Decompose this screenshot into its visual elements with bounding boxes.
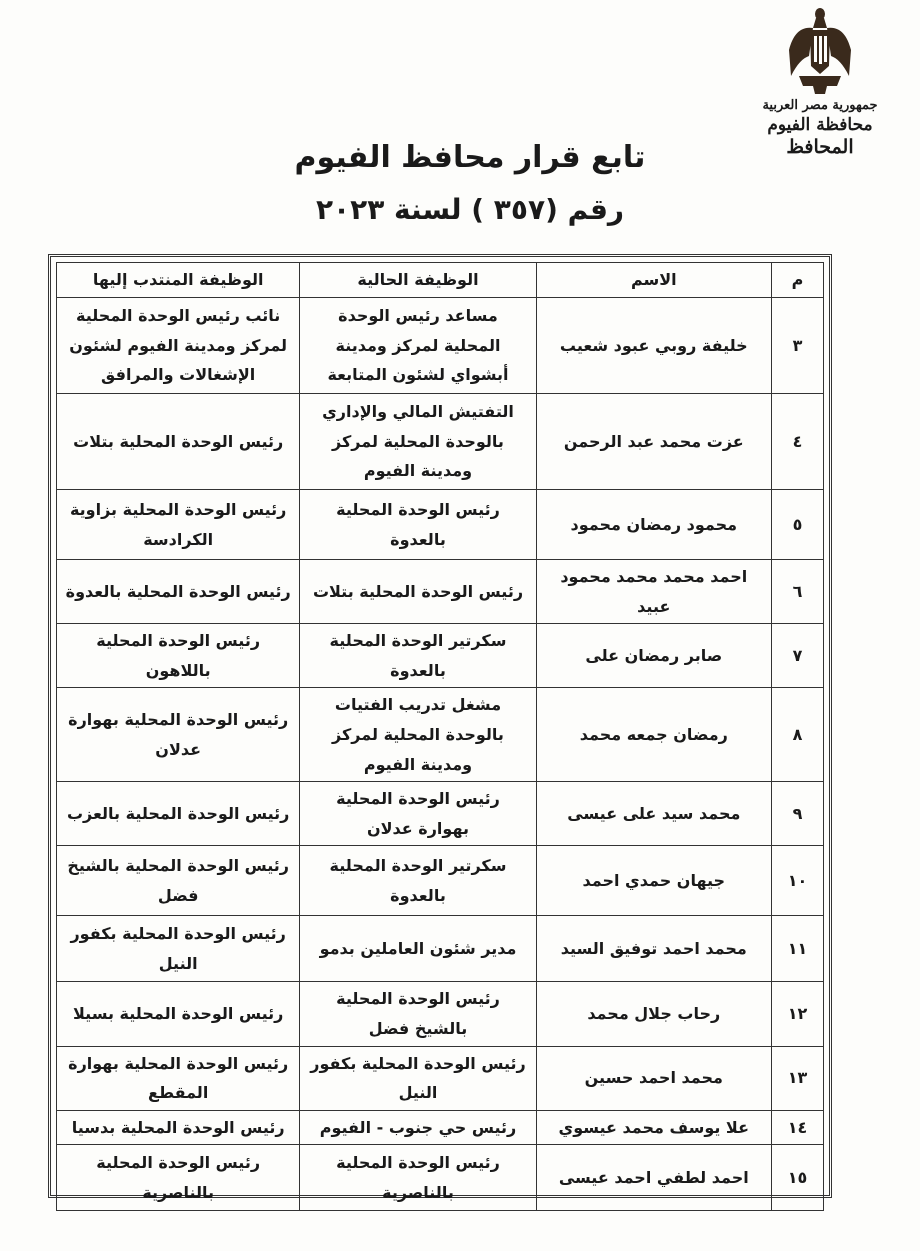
row-name: محمود رمضان محمود xyxy=(536,490,771,560)
table-row xyxy=(57,846,824,916)
row-number: ١١ xyxy=(771,916,823,982)
row-name: احمد لطفي احمد عيسى xyxy=(536,1145,771,1211)
row-number: ١٥ xyxy=(771,1145,823,1211)
eagle-emblem xyxy=(760,4,880,194)
row-assigned-job: رئيس الوحدة المحلية بزاوية الكرادسة xyxy=(57,490,300,560)
row-assigned-job: رئيس الوحدة المحلية بهوارة عدلان xyxy=(57,688,300,782)
row-current-job: رئيس الوحدة المحلية بتلات xyxy=(300,560,536,624)
emblem-country-text: جمهورية مصر العربية xyxy=(762,98,878,113)
row-current-job: مساعد رئيس الوحدة المحلية لمركز ومدينة أبشواي لشئون المتابعة xyxy=(300,298,536,394)
header-number: م xyxy=(771,263,823,298)
row-assigned-job: نائب رئيس الوحدة المحلية لمركز ومدينة الفيوم لشئون الإشغالات والمرافق xyxy=(57,298,300,394)
row-number: ٣ xyxy=(771,298,823,394)
row-current-job: التفتيش المالي والإداري بالوحدة المحلية لمركز ومدينة الفيوم xyxy=(300,394,536,490)
row-assigned-job: رئيس الوحدة المحلية بالشيخ فضل xyxy=(57,846,300,916)
row-current-job: سكرتير الوحدة المحلية بالعدوة xyxy=(300,624,536,688)
header-assigned-job: الوظيفة المنتدب إليها xyxy=(57,263,300,298)
table-row xyxy=(57,782,824,846)
table-row xyxy=(57,688,824,782)
header-name: الاسم xyxy=(536,263,771,298)
row-number: ١٤ xyxy=(771,1110,823,1145)
row-name: احمد محمد محمد محمود عبيد xyxy=(536,560,771,624)
table-row xyxy=(57,490,824,560)
row-name: جيهان حمدي احمد xyxy=(536,846,771,916)
assignments-table-frame xyxy=(48,254,832,1202)
row-name: محمد احمد حسين xyxy=(536,1046,771,1110)
table-header-row xyxy=(57,263,824,298)
row-number: ١٢ xyxy=(771,982,823,1046)
row-number: ٩ xyxy=(771,782,823,846)
row-current-job: سكرتير الوحدة المحلية بالعدوة xyxy=(300,846,536,916)
row-current-job: مشغل تدريب الفتيات بالوحدة المحلية لمركز ومدينة الفيوم xyxy=(300,688,536,782)
row-number: ٥ xyxy=(771,490,823,560)
row-name: علا يوسف محمد عيسوي xyxy=(536,1110,771,1145)
row-name: صابر رمضان على xyxy=(536,624,771,688)
row-name: محمد سيد على عيسى xyxy=(536,782,771,846)
row-current-job: رئيس الوحدة المحلية بالشيخ فضل xyxy=(300,982,536,1046)
table-row xyxy=(57,916,824,982)
row-current-job: رئيس الوحدة المحلية بالناصرية xyxy=(300,1145,536,1211)
row-current-job: رئيس الوحدة المحلية بكفور النيل xyxy=(300,1046,536,1110)
decree-number: رقم (٣٥٧ ) لسنة ٢٠٢٣ xyxy=(315,193,625,226)
table-row xyxy=(57,560,824,624)
emblem-governor-text: المحافظ xyxy=(786,136,854,158)
row-number: ٦ xyxy=(771,560,823,624)
assignments-table xyxy=(56,262,824,1211)
row-number: ٧ xyxy=(771,624,823,688)
table-row xyxy=(57,1145,824,1211)
row-name: رحاب جلال محمد xyxy=(536,982,771,1046)
row-assigned-job: رئيس الوحدة المحلية بسيلا xyxy=(57,982,300,1046)
emblem-governorate-text: محافظة الفيوم xyxy=(767,115,873,135)
row-current-job: رئيس حي جنوب - الفيوم xyxy=(300,1110,536,1145)
row-assigned-job: رئيس الوحدة المحلية بتلات xyxy=(57,394,300,490)
row-current-job: رئيس الوحدة المحلية بهوارة عدلان xyxy=(300,782,536,846)
row-current-job: مدير شئون العاملين بدمو xyxy=(300,916,536,982)
row-number: ٤ xyxy=(771,394,823,490)
row-number: ١٣ xyxy=(771,1046,823,1110)
row-assigned-job: رئيس الوحدة المحلية بالعزب xyxy=(57,782,300,846)
row-assigned-job: رئيس الوحدة المحلية بالناصرية xyxy=(57,1145,300,1211)
row-name: رمضان جمعه محمد xyxy=(536,688,771,782)
row-current-job: رئيس الوحدة المحلية بالعدوة xyxy=(300,490,536,560)
row-assigned-job: رئيس الوحدة المحلية باللاهون xyxy=(57,624,300,688)
row-assigned-job: رئيس الوحدة المحلية بالعدوة xyxy=(57,560,300,624)
table-row xyxy=(57,624,824,688)
row-number: ٨ xyxy=(771,688,823,782)
header-current-job: الوظيفة الحالية xyxy=(300,263,536,298)
row-assigned-job: رئيس الوحدة المحلية بكفور النيل xyxy=(57,916,300,982)
table-row xyxy=(57,298,824,394)
page-title: تابع قرار محافظ الفيوم xyxy=(294,140,646,175)
row-name: محمد احمد توفيق السيد xyxy=(536,916,771,982)
row-name: خليفة روبي عبود شعيب xyxy=(536,298,771,394)
table-row xyxy=(57,394,824,490)
eagle-icon xyxy=(785,4,855,96)
row-assigned-job: رئيس الوحدة المحلية بهوارة المقطع xyxy=(57,1046,300,1110)
row-name: عزت محمد عبد الرحمن xyxy=(536,394,771,490)
table-row xyxy=(57,982,824,1046)
table-row xyxy=(57,1046,824,1110)
row-number: ١٠ xyxy=(771,846,823,916)
row-assigned-job: رئيس الوحدة المحلية بدسيا xyxy=(57,1110,300,1145)
table-row xyxy=(57,1110,824,1145)
